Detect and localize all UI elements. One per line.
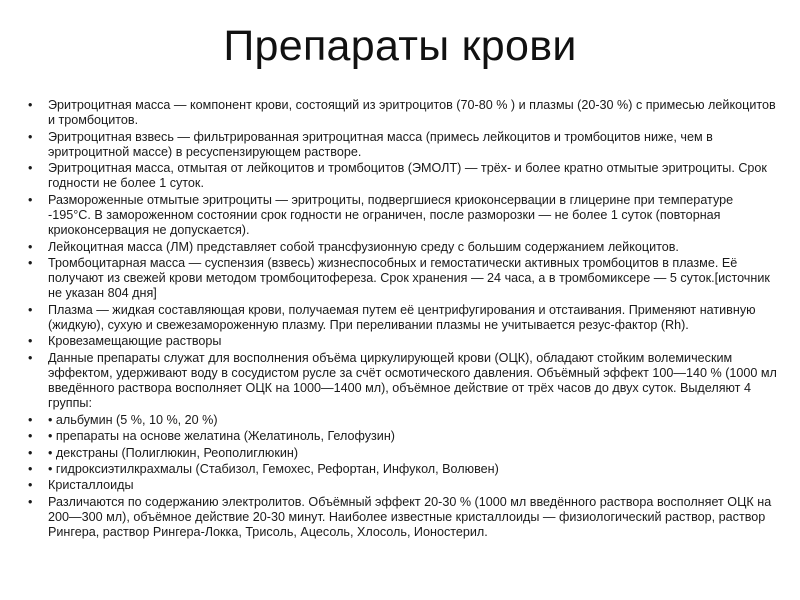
bullet-item — [28, 240, 778, 255]
bullet-text: • препараты на основе желатина (Желатиноль, Гелофузин) — [48, 429, 395, 444]
bullet-list — [28, 98, 778, 542]
bullet-marker: • — [28, 429, 33, 444]
bullet-marker: • — [28, 461, 33, 476]
bullet-text: Лейкоцитная масса (ЛМ) представляет собой трансфузионную среду с большим содержанием лейкоцитов. — [48, 239, 679, 254]
bullet-marker: • — [28, 350, 33, 365]
bullet-text: • альбумин (5 %, 10 %, 20 %) — [48, 412, 218, 427]
bullet-text: Плазма — жидкая составляющая крови, получаемая путем её центрифугирования и отстаивания. Применяют нативную (жидкую), сухую и свежезамороженную плазму. При переливании плазмы не учитывается резус-фактор (Rh). — [48, 302, 756, 332]
bullet-marker: • — [28, 334, 33, 349]
bullet-text: • декстраны (Полиглюкин, Реополиглюкин) — [48, 445, 299, 460]
slide-title: Препараты крови — [223, 22, 577, 70]
bullet-text: Различаются по содержанию электролитов. Объёмный эффект 20-30 % (1000 мл введённого раствора восполняет ОЦК на 200—300 мл), объёмное действие 20-30 минут. Наиболее известные кристаллоиды — физиологический раствор, раствор Рингера, раствор Рингера-Локка, Трисоль, Ацесоль, Хлосоль, Ионостерил. — [48, 494, 772, 540]
bullet-text: • гидроксиэтилкрахмалы (Стабизол, Гемохес, Рефортан, Инфукол, Волювен) — [48, 461, 499, 476]
bullet-marker: • — [28, 478, 33, 493]
bullet-marker: • — [28, 494, 33, 509]
bullet-item — [28, 334, 778, 349]
bullet-text: Эритроцитная масса — компонент крови, состоящий из эритроцитов (70-80 % ) и плазмы (20-30 %) с примесью лейкоцитов и тромбоцитов. — [48, 98, 776, 128]
bullet-text: Тромбоцитарная масса — суспензия (взвесь) жизнеспособных и гемостатически активных тромбоцитов в плазме. Её получают из свежей крови методом тромбоцитофереза. Срок хранения — 24 часа, а в тромбомиксере — 5 суток.[источник не указан 804 дня] — [48, 255, 770, 301]
bullet-item — [28, 446, 778, 461]
bullet-text: Кровезамещающие растворы — [48, 334, 222, 349]
bullet-item — [28, 303, 778, 333]
bullet-marker: • — [28, 255, 33, 270]
bullet-marker: • — [28, 445, 33, 460]
bullet-text: Эритроцитная взвесь — фильтрированная эритроцитная масса (примесь лейкоцитов и тромбоцитов ниже, чем в эритроцитной массе) в ресуспензирующем растворе. — [48, 129, 713, 159]
bullet-item — [28, 413, 778, 428]
bullet-marker: • — [28, 412, 33, 427]
bullet-item — [28, 351, 778, 412]
bullet-item — [28, 193, 778, 239]
bullet-text: Эритроцитная масса, отмытая от лейкоцитов и тромбоцитов (ЭМОЛТ) — трёх- и более кратно отмытые эритроциты. Срок годности не более 1 суток. — [48, 161, 767, 191]
bullet-item — [28, 256, 778, 302]
bullet-item — [28, 478, 778, 493]
bullet-item — [28, 98, 778, 128]
bullet-item — [28, 429, 778, 444]
bullet-text: Размороженные отмытые эритроциты — эритроциты, подвергшиеся криоконсервации в глицерине при температуре -195°C. В замороженном состоянии срок годности не ограничен, после разморозки — не более 1 суток (повторная криоконсервация не допускается). — [48, 192, 734, 238]
bullet-marker: • — [28, 129, 33, 144]
bullet-item — [28, 462, 778, 477]
bullet-item — [28, 130, 778, 160]
bullet-item — [28, 495, 778, 541]
bullet-marker: • — [28, 161, 33, 176]
bullet-text: Кристаллоиды — [48, 478, 134, 493]
bullet-item — [28, 161, 778, 191]
bullet-marker: • — [28, 192, 33, 207]
bullet-marker: • — [28, 302, 33, 317]
bullet-text: Данные препараты служат для восполнения объёма циркулирующей крови (ОЦК), обладают стойким волемическим эффектом, удерживают воду в сосудистом русле за счёт осмотического давления. Объёмный эффект 100—140 % (1000 мл введённого раствора восполняет ОЦК на 1000—1400 мл), объёмное действие от трёх часов до двух суток. Выделяют 4 группы: — [48, 350, 777, 411]
bullet-marker: • — [28, 239, 33, 254]
bullet-marker: • — [28, 98, 33, 112]
